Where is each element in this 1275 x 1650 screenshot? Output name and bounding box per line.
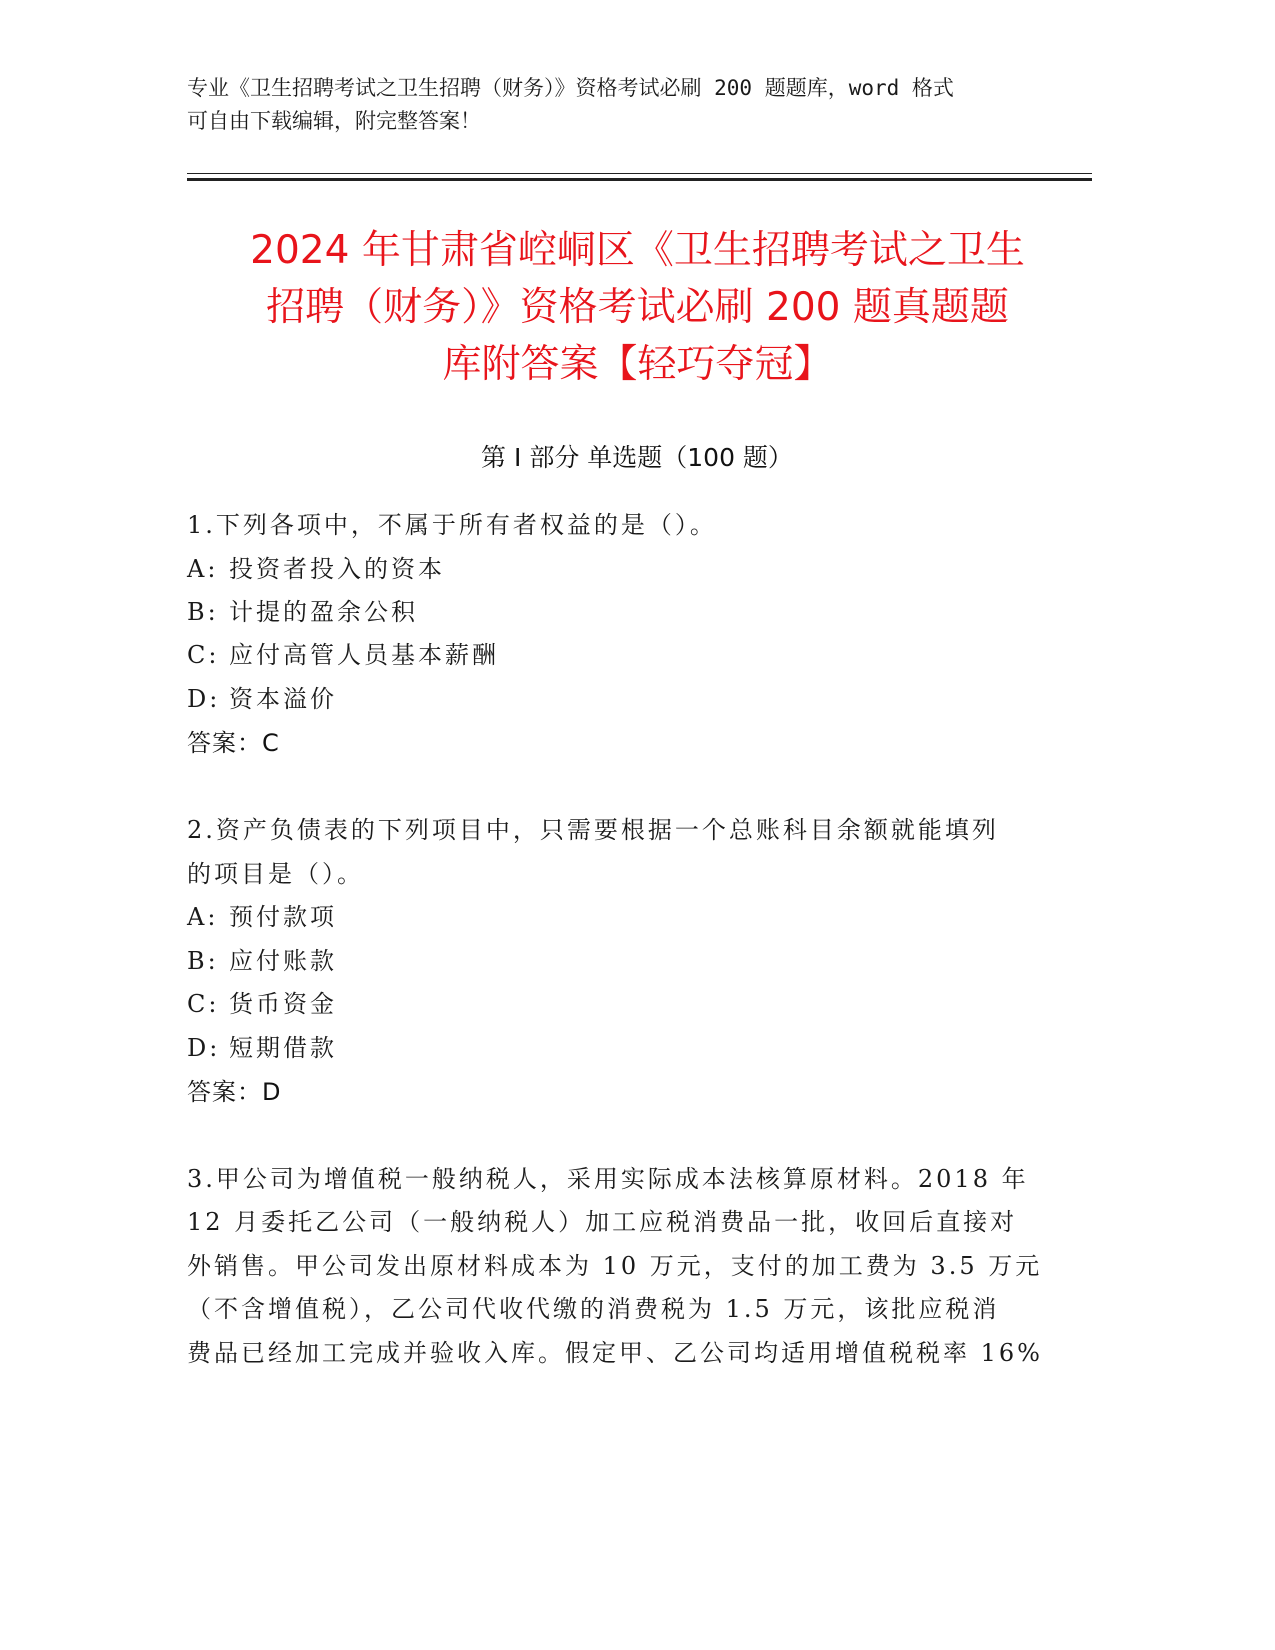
section-title: 第 I 部分 单选题（100 题） (481, 443, 793, 472)
option-text: 应付高管人员基本薪酬 (229, 641, 499, 669)
question-option (187, 638, 1087, 672)
question-stem: 费品已经加工完成并验收入库。假定甲、乙公司均适用增值税税率 16% (187, 1339, 1043, 1367)
option-text: 投资者投入的资本 (229, 555, 445, 583)
answer-line: 答案：D (187, 1078, 282, 1106)
header-note-line: 专业《卫生招聘考试之卫生招聘（财务）》资格考试必刷 200 题题库，word 格式 (187, 76, 954, 100)
title-line: 库附答案【轻巧夺冠】 (442, 342, 833, 387)
question-stem: （不含增值税），乙公司代收代缴的消费税为 1.5 万元，该批应税消 (187, 1295, 1000, 1323)
question-stem: 2.资产负债表的下列项目中，只需要根据一个总账科目余额就能填列 (187, 816, 999, 844)
option-label: D: (187, 1034, 221, 1062)
question-stem: 外销售。甲公司发出原材料成本为 10 万元，支付的加工费为 3.5 万元 (187, 1252, 1043, 1280)
header-divider-thin (187, 173, 1092, 174)
question-option (187, 595, 1087, 629)
option-label: C: (187, 641, 220, 669)
question-option (187, 1031, 1087, 1065)
question-stem: 的项目是（）。 (187, 860, 364, 888)
answer-line: 答案：C (187, 729, 280, 757)
title-line: 招聘（财务）》资格考试必刷 200 题真题题 (266, 285, 1009, 330)
question-option (187, 987, 1087, 1021)
option-label: D: (187, 685, 221, 713)
option-text: 资本溢价 (229, 685, 337, 713)
option-label: B: (187, 598, 219, 626)
question-stem: 1.下列各项中，不属于所有者权益的是（）。 (187, 511, 717, 539)
option-text: 计提的盈余公积 (229, 598, 418, 626)
option-text: 短期借款 (229, 1034, 337, 1062)
option-label: B: (187, 947, 219, 975)
document-title (170, 222, 1105, 393)
option-label: C: (187, 990, 220, 1018)
question-option (187, 552, 1087, 586)
question-stem: 12 月委托乙公司（一般纳税人）加工应税消费品一批，收回后直接对 (187, 1208, 1018, 1236)
option-text: 应付账款 (229, 947, 337, 975)
title-line: 2024 年甘肃省崆峒区《卫生招聘考试之卫生 (250, 228, 1025, 273)
question-option (187, 682, 1087, 716)
option-label: A: (187, 555, 219, 583)
option-text: 货币资金 (229, 990, 337, 1018)
option-text: 预付款项 (229, 903, 337, 931)
option-label: A: (187, 903, 219, 931)
header-divider-thick (187, 178, 1092, 181)
question-option (187, 944, 1087, 978)
header-note (187, 72, 1087, 138)
question-stem: 3.甲公司为增值税一般纳税人，采用实际成本法核算原材料。2018 年 (187, 1165, 1029, 1193)
question-option (187, 900, 1087, 934)
header-note-line: 可自由下载编辑，附完整答案！ (187, 109, 481, 133)
